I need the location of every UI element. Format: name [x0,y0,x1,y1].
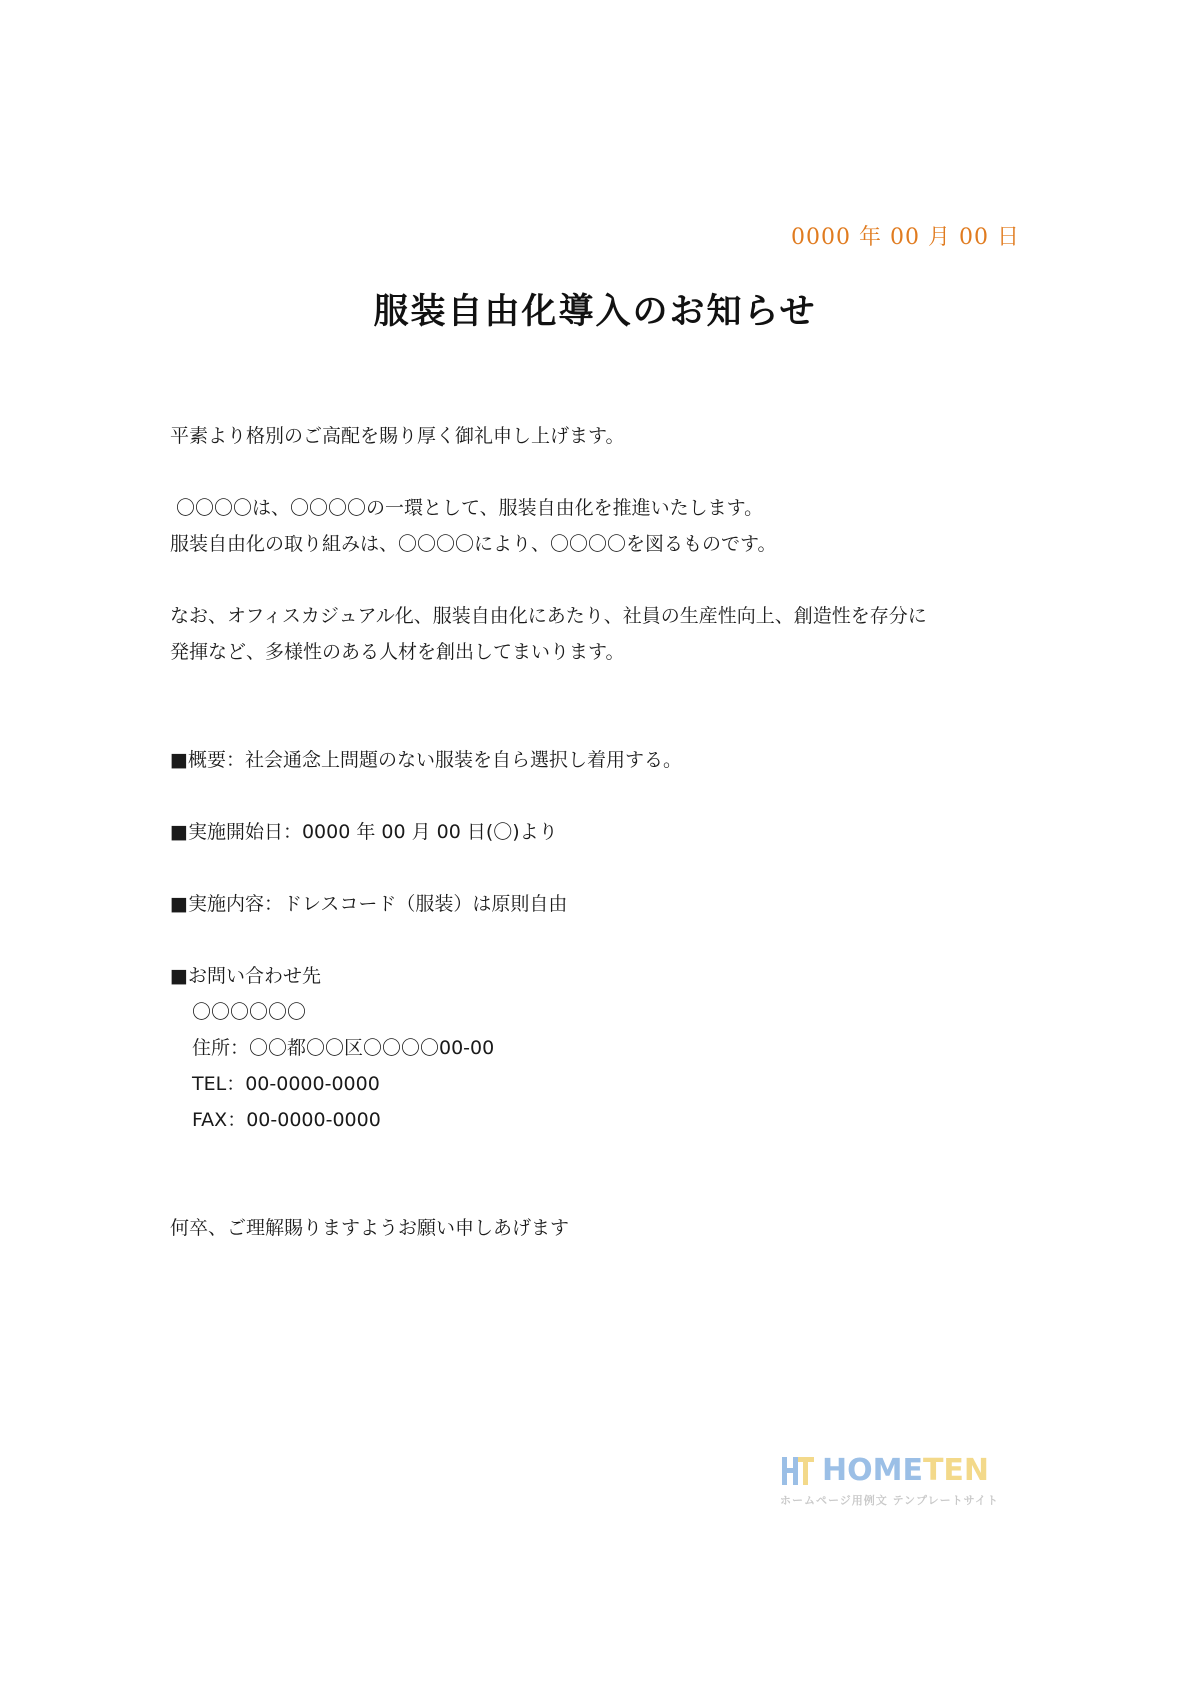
hometen-logo-icon [780,1453,816,1489]
contact-address: 住所：〇〇都〇〇区〇〇〇〇00-00 [192,1037,495,1059]
logo-home-text: HOME [822,1453,923,1488]
paragraph-1-line-1: 〇〇〇〇は、〇〇〇〇の一環として、服装自由化を推進いたします。 [170,497,764,519]
document-date: 0000 年 00 月 00 日 [791,225,1020,250]
paragraph-2-line-1: なお、オフィスカジュアル化、服装自由化にあたり、社員の生産性向上、創造性を存分に [170,605,927,627]
start-date-item: ■実施開始日：0000 年 00 月 00 日(〇)より [170,821,558,843]
contact-name: 〇〇〇〇〇〇 [192,1001,307,1023]
content-item: ■実施内容：ドレスコード（服装）は原則自由 [170,893,568,915]
paragraph-1-line-2: 服装自由化の取り組みは、〇〇〇〇により、〇〇〇〇を図るものです。 [170,533,777,555]
contact-heading: ■お問い合わせ先 [170,965,321,987]
closing-text: 何卒、ご理解賜りますようお願い申しあげます [170,1217,570,1239]
greeting-text: 平素より格別のご高配を賜り厚く御礼申し上げます。 [170,425,625,447]
hometen-logo [780,1452,1010,1512]
contact-fax: FAX：00-0000-0000 [192,1109,381,1131]
contact-tel: TEL：00-0000-0000 [192,1073,380,1095]
logo-tagline: ホームページ用例文 テンプレートサイト [780,1494,999,1507]
logo-ten-text: TEN [922,1453,990,1488]
paragraph-2-line-2: 発揮など、多様性のある人材を創出してまいります。 [170,641,625,663]
document-title: 服装自由化導入のお知らせ [373,291,817,332]
overview-item: ■概要：社会通念上問題のない服装を自ら選択し着用する。 [170,749,682,771]
document-body [170,418,1030,1246]
